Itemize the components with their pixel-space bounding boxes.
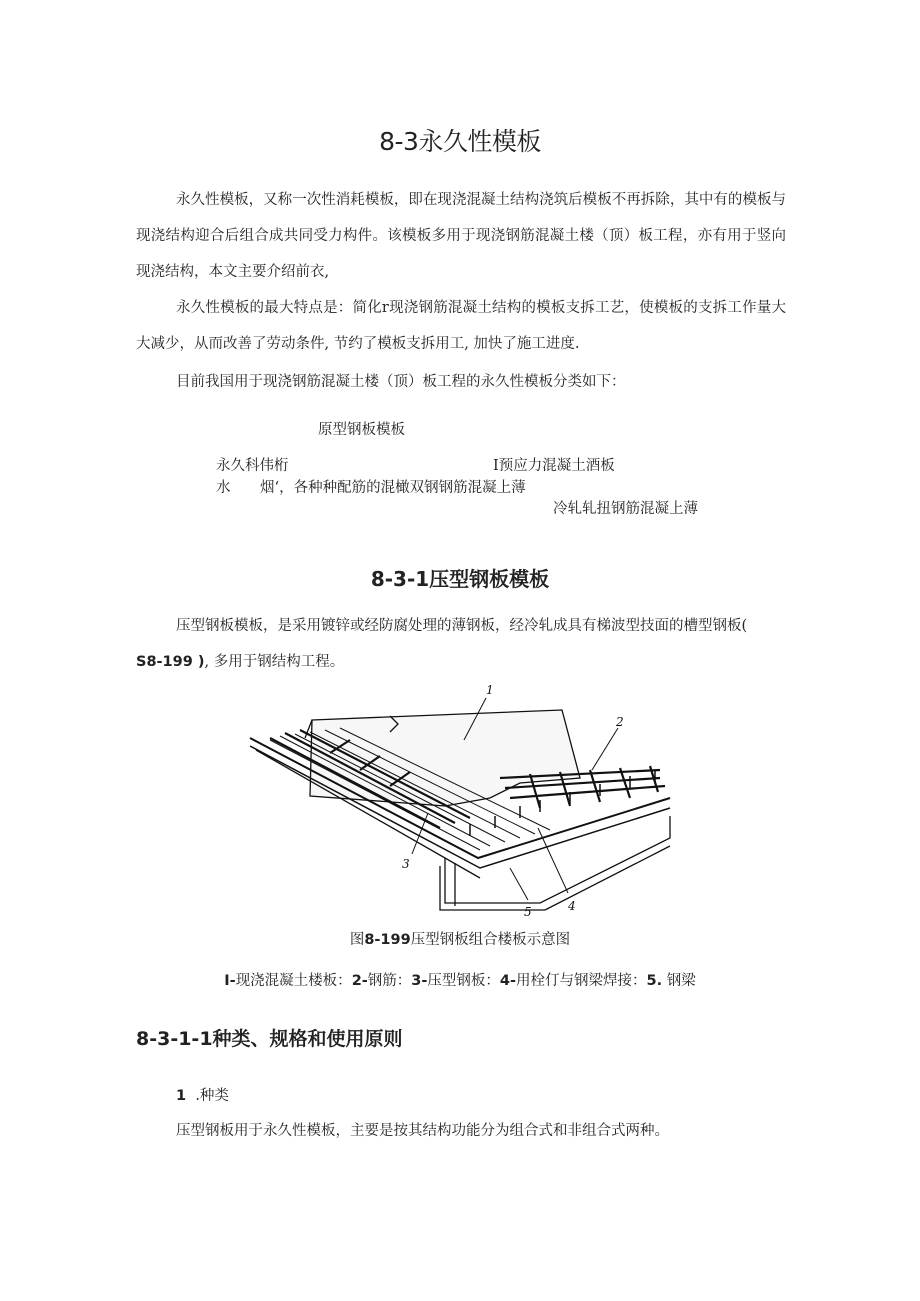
page-title: 8-3永久性模板 <box>379 127 541 156</box>
class-line-2b: I预应力混凝土酒板 <box>493 458 615 474</box>
legend-num-5: 5. <box>646 973 663 989</box>
section-heading-8-3-1: 8-3-1压型钢板模板 <box>370 567 550 591</box>
caption-prefix: 图 <box>349 932 365 948</box>
legend-text-4: 用栓仃与钢梁焊接： <box>516 973 647 989</box>
legend-text-3: 压型钢板： <box>427 973 500 989</box>
section-heading-8-3-1-1: 8-3-1-1种类、规格和使用原则 <box>136 1028 403 1050</box>
class-line-3b: 烟‘，各种种配筋的混橄双钢钢筋混凝上薄 <box>260 480 526 496</box>
figure-reference: S8-199 ) <box>136 654 205 670</box>
section-831-paragraph-line2 <box>136 650 344 671</box>
figure-legend <box>0 969 920 990</box>
intro-paragraph-2: 永久性模板的最大特点是：简化r现浇钢筋混凝土结构的模板支拆工艺，使模板的支拆工作量大大减少，从而改善了劳动条件, 节约了模板支拆用工, 加快了施工进度. <box>136 300 786 352</box>
legend-text-2: 钢筋： <box>367 973 412 989</box>
legend-num-3: 3- <box>411 973 428 989</box>
list-item-label: .种类 <box>195 1088 229 1104</box>
legend-text-1: 现浇混凝土楼板： <box>235 973 352 989</box>
legend-num-2: 2- <box>351 973 368 989</box>
section-831-paragraph-rest: , 多用于钢结构工程。 <box>204 654 345 670</box>
figure-label-2: 2 <box>616 715 624 729</box>
class-line-1: 原型钢板模板 <box>318 422 405 438</box>
class-line-4: 冷轧轧扭钢筋混凝上薄 <box>553 501 698 517</box>
section-831-paragraph-line1: 压型钢板模板，是采用镀锌或经防腐处理的薄钢板，经冷轧成具有梯波型技面的槽型钢板( <box>176 618 748 634</box>
figure-label-3: 3 <box>402 857 410 871</box>
list-item-number: 1 <box>176 1088 187 1104</box>
figure-label-1: 1 <box>486 683 494 697</box>
caption-figure-number: 8-199 <box>364 932 411 948</box>
legend-num-4: 4- <box>499 973 517 989</box>
composite-floor-diagram <box>240 678 680 923</box>
figure-caption <box>0 928 920 949</box>
list-item-types <box>176 1084 229 1105</box>
intro-paragraph-1: 永久性模板，又称一次性消耗模板，即在现浇混凝土结构浇筑后模板不再拆除，其中有的模板与现浇结构迎合后组合成共同受力构件。该模板多用于现浇钢筋混凝土楼（顶）板工程，亦有用于竖向现浇结构，本文主要介绍前衣, <box>136 192 786 280</box>
section-8311-paragraph: 压型钢板用于永久性模板，主要是按其结构功能分为组合式和非组合式两种。 <box>176 1123 669 1139</box>
class-line-2a: 永久科伟桁 <box>216 458 289 474</box>
figure-label-5: 5 <box>524 905 532 919</box>
legend-num-1: I- <box>224 973 236 989</box>
intro-paragraph-3: 目前我国用于现浇钢筋混凝土楼（顶）板工程的永久性模板分类如下： <box>176 374 626 390</box>
caption-text: 压型钢板组合楼板示意图 <box>410 932 571 948</box>
figure-label-4: 4 <box>568 899 576 913</box>
class-line-3a: 水 <box>216 480 231 496</box>
legend-text-5: 钢梁 <box>662 973 696 989</box>
